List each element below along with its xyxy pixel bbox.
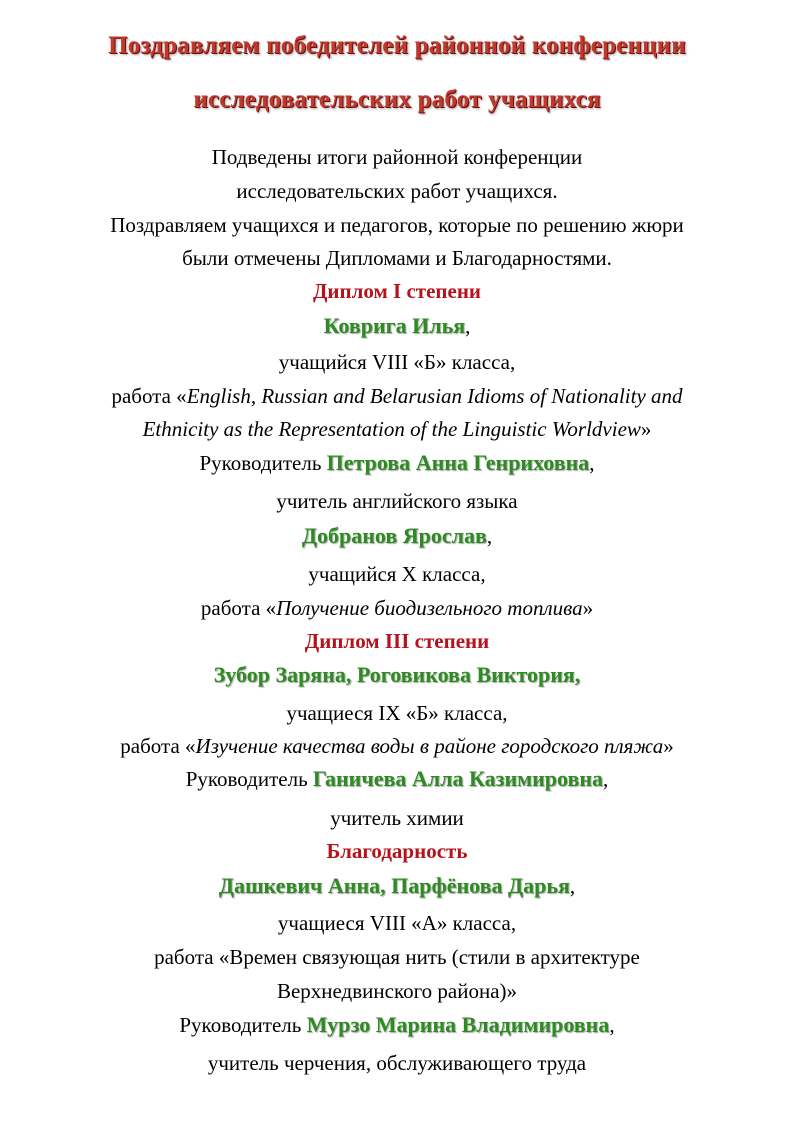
diploma-3-work-suffix: » bbox=[663, 734, 674, 758]
winner-2-name: Добранов Ярослав bbox=[301, 523, 487, 548]
winner-1-comma: , bbox=[465, 314, 471, 338]
winner-1-grade: учащийся VIII «Б» класса, bbox=[278, 350, 516, 374]
winner-2-grade: учащийся X класса, bbox=[308, 562, 486, 586]
winner-1-work-title-2: Ethnicity as the Representation of the Linguistic Worldview bbox=[142, 417, 641, 441]
diploma-3-names: Зубор Заряна, Роговикова Виктория, bbox=[213, 662, 581, 687]
winner-1-supervisor-line bbox=[0, 450, 794, 476]
gratitude-supervisor-line bbox=[0, 1012, 794, 1038]
gratitude-supervisor-role: учитель черчения, обслуживающего труда bbox=[207, 1051, 587, 1075]
winner-1-work-suffix: » bbox=[640, 417, 652, 441]
intro-line-2: исследовательских работ учащихся. bbox=[236, 179, 558, 203]
winner-2-work-suffix: » bbox=[582, 596, 594, 620]
winner-2-work-line bbox=[0, 595, 794, 621]
gratitude-work-line-2: Верхнедвинского района)» bbox=[276, 979, 518, 1003]
winner-2-work-title: Получение биодизельного топлива bbox=[276, 596, 583, 620]
winner-2-comma: , bbox=[486, 524, 493, 548]
diploma-3-work-line bbox=[0, 733, 794, 759]
gratitude-supervisor-label: Руководитель bbox=[179, 1013, 307, 1037]
intro-line-3: Поздравляем учащихся и педагогов, которые по решению жюри bbox=[110, 213, 684, 237]
gratitude-heading: Благодарность bbox=[326, 839, 468, 863]
gratitude-names-line bbox=[0, 873, 794, 899]
gratitude-supervisor-name: Мурзо Марина Владимировна bbox=[306, 1012, 610, 1037]
winner-1-work-line-1 bbox=[0, 383, 794, 409]
winner-2-work-prefix: работа « bbox=[200, 596, 277, 620]
intro-line-4: были отмечены Дипломами и Благодарностями. bbox=[182, 246, 612, 270]
intro-line-1: Подведены итоги районной конференции bbox=[211, 145, 583, 169]
winner-1-work-prefix: работа « bbox=[111, 384, 187, 408]
winner-1-name-line bbox=[0, 313, 794, 339]
diploma-3-work-title: Изучение качества воды в районе городского пляжа bbox=[195, 734, 664, 758]
winner-1-supervisor-comma: , bbox=[589, 451, 595, 475]
gratitude-names: Дашкевич Анна, Парфёнова Дарья bbox=[218, 873, 570, 898]
winner-2-name-line bbox=[0, 523, 794, 549]
diploma-3-names-line bbox=[0, 662, 794, 688]
page-title-line-1: Поздравляем победителей районной конференции bbox=[108, 32, 686, 59]
winner-1-name: Коврига Илья bbox=[323, 313, 466, 338]
winner-1-work-line-2 bbox=[0, 416, 794, 442]
gratitude-work-line-1: работа «Времен связующая нить (стили в архитектуре bbox=[154, 945, 640, 969]
gratitude-supervisor-comma: , bbox=[609, 1013, 615, 1037]
gratitude-grade: учащиеся VIII «А» класса, bbox=[277, 911, 517, 935]
diploma-3-heading: Диплом III степени bbox=[304, 629, 490, 653]
diploma-1-heading: Диплом I степени bbox=[312, 279, 482, 303]
winner-1-supervisor-label: Руководитель bbox=[199, 451, 327, 475]
diploma-3-work-prefix: работа « bbox=[120, 734, 196, 758]
diploma-3-grade: учащиеся IX «Б» класса, bbox=[286, 701, 508, 725]
diploma-3-supervisor-line bbox=[0, 766, 794, 792]
winner-1-supervisor-role: учитель английского языка bbox=[276, 489, 518, 513]
page-title-line-2: исследовательских работ учащихся bbox=[193, 86, 601, 113]
gratitude-comma: , bbox=[569, 874, 576, 898]
diploma-3-supervisor-label: Руководитель bbox=[185, 767, 313, 791]
diploma-3-supervisor-role: учитель химии bbox=[330, 806, 464, 830]
diploma-3-supervisor-name: Ганичева Алла Казимировна bbox=[312, 766, 604, 791]
winner-1-work-title-1: English, Russian and Belarusian Idioms of Nationality and bbox=[186, 384, 683, 408]
diploma-3-supervisor-comma: , bbox=[603, 767, 609, 791]
winner-1-supervisor-name: Петрова Анна Генриховна bbox=[326, 450, 590, 475]
